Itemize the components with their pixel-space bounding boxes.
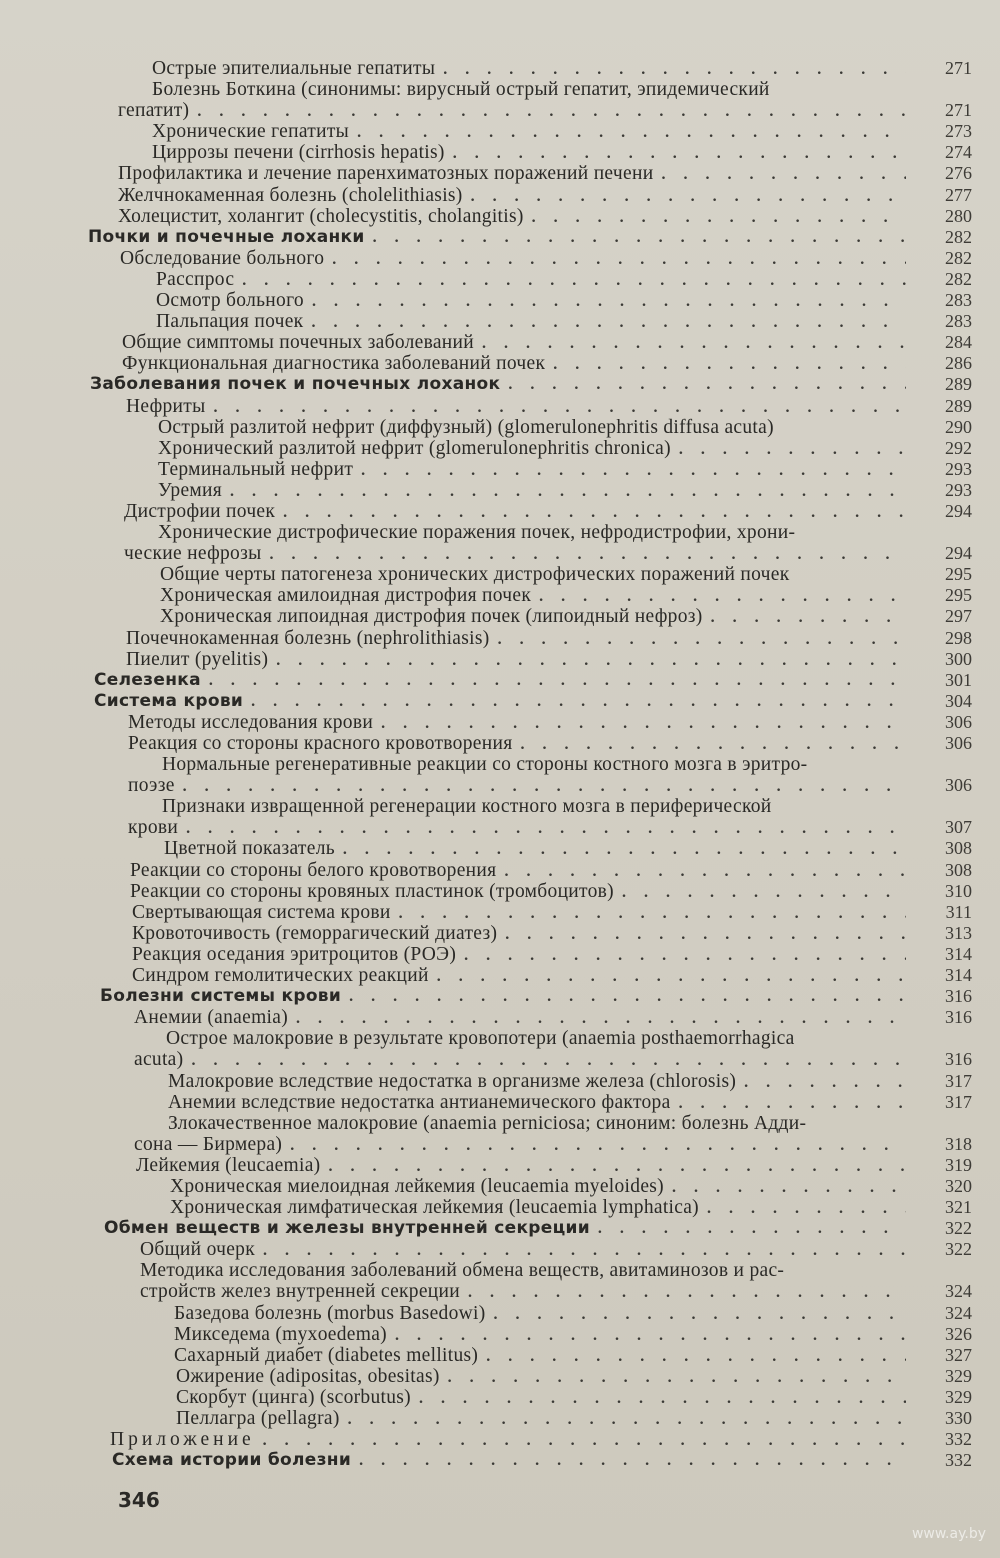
toc-entry-title: Хронические дистрофические поражения почек, нефродистрофии, хрони- xyxy=(158,522,796,544)
dot-leader xyxy=(343,839,906,860)
toc-entry xyxy=(0,121,1000,142)
toc-entry xyxy=(0,311,1000,332)
toc-entry-page: 282 xyxy=(945,226,972,247)
dot-leader xyxy=(711,607,906,628)
toc-entry xyxy=(0,1345,1000,1366)
toc-entry-title: Уремия xyxy=(158,479,223,501)
toc-entry-title: Болезнь Боткина (синонимы: вирусный острый гепатит, эпидемический xyxy=(152,79,770,101)
dot-leader xyxy=(539,586,906,607)
toc-entry xyxy=(0,58,1000,79)
toc-entry-title: Базедова болезнь (morbus Basedowi) xyxy=(174,1302,486,1324)
dot-leader xyxy=(276,650,906,671)
toc-entry-title: Хроническая амилоидная дистрофия почек xyxy=(160,585,532,607)
toc-entry-page: 280 xyxy=(945,205,972,226)
toc-entry xyxy=(0,501,1000,522)
dot-leader xyxy=(508,374,906,395)
toc-entry-title: Малокровие вследствие недостатка в организме железа (chlorosis) xyxy=(168,1070,737,1092)
toc-entry-page: 326 xyxy=(945,1323,972,1344)
toc-entry-page: 320 xyxy=(945,1175,972,1196)
toc-entry-page: 317 xyxy=(945,1070,972,1091)
toc-entry-title: Заболевания почек и почечных лоханок xyxy=(90,374,501,395)
toc-entry-title: Реакции со стороны белого кровотворения xyxy=(130,859,497,881)
toc-entry xyxy=(0,838,1000,859)
toc-entry-title: Злокачественное малокровие (anaemia perniciosa; синоним: болезнь Адди- xyxy=(168,1112,807,1134)
toc-entry-page: 314 xyxy=(945,943,972,964)
dot-leader xyxy=(505,924,906,945)
toc-entry-title: Синдром гемолитических реакций xyxy=(132,965,429,987)
toc-entry-title: Селезенка xyxy=(94,669,201,690)
dot-leader xyxy=(679,1093,906,1114)
toc-entry-title: Профилактика и лечение паренхиматозных поражений печени xyxy=(118,163,654,185)
toc-entry-page: 301 xyxy=(945,669,972,690)
toc-entry xyxy=(0,374,1000,395)
toc-entry-title: Острое малокровие в результате кровопотери (anaemia posthaemorrhagica xyxy=(166,1028,795,1050)
toc-entry-title: Признаки извращенной регенерации костного мозга в периферической xyxy=(162,796,772,818)
toc-entry-page: 322 xyxy=(945,1239,972,1260)
toc-entry xyxy=(0,248,1000,269)
toc-entry-page: 316 xyxy=(945,1007,972,1028)
toc-entry-page: 273 xyxy=(945,121,972,142)
toc-entry-title: Свертывающая система крови xyxy=(132,901,391,923)
dot-leader xyxy=(230,481,906,502)
toc-entry xyxy=(0,1092,1000,1113)
dot-leader xyxy=(357,122,906,143)
toc-entry xyxy=(0,1239,1000,1260)
dot-leader xyxy=(186,818,906,839)
toc-entry xyxy=(0,691,1000,712)
toc-entry-title: Нефриты xyxy=(126,395,206,417)
toc-entry-page: 304 xyxy=(945,690,972,711)
toc-entry xyxy=(0,1303,1000,1324)
toc-entry xyxy=(0,1197,1000,1218)
toc-entry xyxy=(0,860,1000,881)
dot-leader xyxy=(311,312,906,333)
toc-entry xyxy=(0,417,1000,438)
toc-entry-page: 271 xyxy=(945,58,972,78)
dot-leader xyxy=(209,670,906,691)
toc-entry xyxy=(0,1324,1000,1345)
toc-entry-title: Дистрофии почек xyxy=(124,500,276,522)
toc-entry xyxy=(0,712,1000,733)
toc-entry-title: acuta) xyxy=(134,1049,184,1071)
toc-entry-page: 314 xyxy=(945,965,972,986)
toc-entry-title: Реакции со стороны кровяных пластинок (тромбоцитов) xyxy=(130,880,614,902)
toc-entry xyxy=(0,142,1000,163)
dot-leader xyxy=(251,691,906,712)
toc-entry-page: 324 xyxy=(945,1302,972,1323)
toc-entry xyxy=(0,1028,1000,1049)
toc-entry xyxy=(0,1155,1000,1176)
toc-entry xyxy=(0,944,1000,965)
toc-entry xyxy=(0,986,1000,1007)
dot-leader xyxy=(486,1346,906,1367)
toc-entry xyxy=(0,1450,1000,1471)
toc-entry-title: поэзе xyxy=(128,775,175,797)
toc-entry xyxy=(0,1007,1000,1028)
toc-entry xyxy=(0,796,1000,817)
toc-entry xyxy=(0,1071,1000,1092)
toc-entry-title: Хроническая лимфатическая лейкемия (leucaemia lymphatica) xyxy=(170,1197,699,1219)
dot-leader xyxy=(437,966,906,987)
toc-entry-title: Скорбут (цинга) (scorbutus) xyxy=(176,1386,411,1408)
toc-entry-title: Ожирение (adipositas, obesitas) xyxy=(176,1365,440,1387)
toc-entry-page: 274 xyxy=(945,142,972,163)
toc-entry-page: 306 xyxy=(945,775,972,796)
toc-entry-page: 316 xyxy=(945,1049,972,1070)
toc-entry-title: Микседема (myxoedema) xyxy=(174,1323,387,1345)
toc-entry xyxy=(0,775,1000,796)
dot-leader xyxy=(197,101,906,122)
toc-entry-title: Нормальные регенеративные реакции со стороны костного мозга в эритро- xyxy=(162,754,808,776)
toc-entry xyxy=(0,1281,1000,1302)
toc-entry-page: 318 xyxy=(945,1133,972,1154)
toc-entry-title: Острый разлитой нефрит (диффузный) (glomerulonephritis diffusa acuta) xyxy=(158,416,774,438)
toc-entry-title: Хронический разлитой нефрит (glomerulonephritis chronica) xyxy=(158,437,671,459)
dot-leader xyxy=(661,164,906,185)
toc-entry-page: 295 xyxy=(945,585,972,606)
dot-leader xyxy=(482,333,906,354)
dot-leader xyxy=(263,1430,906,1451)
dot-leader xyxy=(598,1218,906,1239)
toc-entry-page: 332 xyxy=(945,1429,972,1450)
toc-entry xyxy=(0,1387,1000,1408)
toc-entry-title: Желчнокаменная болезнь (cholelithiasis) xyxy=(118,184,463,206)
toc-entry xyxy=(0,1134,1000,1155)
dot-leader xyxy=(553,354,906,375)
toc-entry-page: 327 xyxy=(945,1344,972,1365)
dot-leader xyxy=(296,1008,906,1029)
dot-leader xyxy=(348,1409,906,1430)
toc-entry-title: Болезни системы крови xyxy=(100,986,342,1007)
watermark: www.ay.by xyxy=(911,1526,986,1542)
toc-entry xyxy=(0,480,1000,501)
toc-entry xyxy=(0,754,1000,775)
toc-entry-title: Цветной показатель xyxy=(164,838,335,860)
toc-entry-title: Кровоточивость (геморрагический диатез) xyxy=(132,922,498,944)
toc-entry xyxy=(0,817,1000,838)
toc-entry-title: Функциональная диагностика заболеваний почек xyxy=(122,353,546,375)
toc-entry-page: 295 xyxy=(945,564,972,585)
dot-leader xyxy=(504,861,906,882)
dot-leader xyxy=(443,59,906,80)
toc-entry-title: Реакция оседания эритроцитов (РОЭ) xyxy=(132,943,457,965)
page-number: 346 xyxy=(118,1488,160,1512)
toc-entry-page: 286 xyxy=(945,353,972,374)
dot-leader xyxy=(707,1198,906,1219)
toc-entry xyxy=(0,269,1000,290)
toc-entry-page: 332 xyxy=(945,1450,972,1471)
dot-leader xyxy=(270,544,906,565)
toc-entry xyxy=(0,564,1000,585)
dot-leader xyxy=(183,776,906,797)
toc-entry-page: 321 xyxy=(945,1197,972,1218)
toc-entry-title: Циррозы печени (cirrhosis hepatis) xyxy=(152,142,445,164)
toc-entry-page: 306 xyxy=(945,711,972,732)
toc-entry-title: крови xyxy=(128,817,179,839)
dot-leader xyxy=(399,903,906,924)
toc-entry xyxy=(0,353,1000,374)
toc-entry-page: 283 xyxy=(945,290,972,311)
dot-leader xyxy=(191,1050,906,1071)
toc-entry xyxy=(0,100,1000,121)
toc-entry-title: Осмотр больного xyxy=(156,290,304,312)
toc-entry xyxy=(0,1049,1000,1070)
dot-leader xyxy=(332,249,906,270)
toc-entry xyxy=(0,1113,1000,1134)
toc-entry xyxy=(0,923,1000,944)
toc-entry-page: 271 xyxy=(945,100,972,121)
toc-entry-title: сона — Бирмера) xyxy=(134,1133,283,1155)
dot-leader xyxy=(290,1135,906,1156)
toc-entry-page: 282 xyxy=(945,247,972,268)
toc-entry-page: 313 xyxy=(945,922,972,943)
dot-leader xyxy=(471,186,906,207)
dot-leader xyxy=(672,1177,906,1198)
toc-entry-page: 293 xyxy=(945,479,972,500)
toc-entry xyxy=(0,1408,1000,1429)
toc-entry-page: 300 xyxy=(945,648,972,669)
toc-entry xyxy=(0,206,1000,227)
toc-entry-page: 292 xyxy=(945,437,972,458)
toc-entry-page: 307 xyxy=(945,817,972,838)
toc-entry-title: Схема истории болезни xyxy=(112,1450,352,1471)
toc-entry xyxy=(0,670,1000,691)
toc-entry-title: Пиелит (pyelitis) xyxy=(126,648,269,670)
toc-entry xyxy=(0,628,1000,649)
toc-entry-page: 298 xyxy=(945,627,972,648)
toc-entry-page: 316 xyxy=(945,986,972,1007)
toc-entry-page: 276 xyxy=(945,163,972,184)
toc-entry xyxy=(0,79,1000,100)
toc-entry-title: Реакция со стороны красного кровотворения xyxy=(128,733,513,754)
toc-entry-title: Хроническая липоидная дистрофия почек (липоидный нефроз) xyxy=(160,606,703,628)
toc-entry xyxy=(0,1366,1000,1387)
dot-leader xyxy=(520,734,906,755)
toc-entry xyxy=(0,227,1000,248)
dot-leader xyxy=(468,1282,906,1303)
toc-entry-title: Общий очерк xyxy=(140,1239,255,1261)
toc-entry-title: Общие симптомы почечных заболеваний xyxy=(122,332,475,354)
dot-leader xyxy=(498,629,906,650)
toc-entry-title: Почки и почечные лоханки xyxy=(88,226,365,247)
dot-leader xyxy=(532,207,906,228)
toc-entry xyxy=(0,163,1000,184)
toc-entry xyxy=(0,290,1000,311)
toc-entry-page: 310 xyxy=(945,880,972,901)
toc-entry-page: 282 xyxy=(945,268,972,289)
dot-leader xyxy=(622,882,906,903)
toc-entry-title: Приложение xyxy=(110,1429,255,1451)
toc-entry xyxy=(0,902,1000,923)
toc-entry-title: Обмен веществ и железы внутренней секреции xyxy=(104,1218,590,1239)
toc-entry-page: 329 xyxy=(945,1365,972,1386)
toc-entry xyxy=(0,332,1000,353)
toc-entry-title: стройств желез внутренней секреции xyxy=(140,1281,461,1303)
toc-entry-page: 329 xyxy=(945,1386,972,1407)
dot-leader xyxy=(361,460,906,481)
toc-entry-title: Сахарный диабет (diabetes mellitus) xyxy=(174,1344,479,1366)
dot-leader xyxy=(283,502,906,523)
toc-entry xyxy=(0,396,1000,417)
dot-leader xyxy=(395,1325,906,1346)
toc-entry-page: 294 xyxy=(945,543,972,564)
toc-entry-page: 289 xyxy=(945,395,972,416)
toc-entry xyxy=(0,185,1000,206)
dot-leader xyxy=(679,439,906,460)
toc-entry xyxy=(0,459,1000,480)
toc-entry-page: 284 xyxy=(945,332,972,353)
toc-entry-title: ческие нефрозы xyxy=(124,543,262,565)
toc-entry-page: 319 xyxy=(945,1154,972,1175)
toc-entry xyxy=(0,649,1000,670)
toc-entry xyxy=(0,965,1000,986)
toc-entry-page: 297 xyxy=(945,606,972,627)
dot-leader xyxy=(242,270,906,291)
dot-leader xyxy=(494,1304,906,1325)
dot-leader xyxy=(419,1388,906,1409)
toc-entry xyxy=(0,522,1000,543)
toc-entry-title: Пеллагра (pellagra) xyxy=(176,1408,340,1429)
toc-entry-page: 308 xyxy=(945,859,972,880)
toc-entry-title: Обследование больного xyxy=(120,247,325,269)
toc-entry-page: 330 xyxy=(945,1408,972,1428)
toc-entry-page: 277 xyxy=(945,184,972,205)
dot-leader xyxy=(359,1450,906,1471)
dot-leader xyxy=(453,143,906,164)
toc-entry-title: Общие черты патогенеза хронических дистрофических поражений почек xyxy=(160,564,790,586)
toc-entry-title: Хронические гепатиты xyxy=(152,121,350,143)
toc-entry-title: Почечнокаменная болезнь (nephrolithiasis) xyxy=(126,627,490,649)
toc-entry xyxy=(0,1218,1000,1239)
toc-entry xyxy=(0,438,1000,459)
dot-leader xyxy=(312,291,906,312)
toc-entry-page: 289 xyxy=(945,374,972,395)
toc-entry xyxy=(0,1429,1000,1450)
dot-leader xyxy=(381,713,906,734)
toc-entry-page: 283 xyxy=(945,311,972,332)
toc-entry-page: 293 xyxy=(945,458,972,479)
toc-entry xyxy=(0,733,1000,754)
dot-leader xyxy=(373,227,906,248)
dot-leader xyxy=(263,1240,906,1261)
dot-leader xyxy=(214,397,906,418)
toc-entry-page: 306 xyxy=(945,733,972,753)
toc-entry-page: 311 xyxy=(945,901,972,922)
dot-leader xyxy=(328,1156,906,1177)
toc-entry-title: Методика исследования заболеваний обмена веществ, авитаминозов и рас- xyxy=(140,1260,785,1282)
toc-entry-title: гепатит) xyxy=(118,100,190,122)
toc-entry xyxy=(0,1260,1000,1281)
dot-leader xyxy=(744,1072,906,1093)
toc-entry-title: Анемии вследствие недостатка антианемического фактора xyxy=(168,1091,671,1113)
toc-entry-title: Пальпация почек xyxy=(156,311,304,333)
toc-entry-title: Анемии (anaemia) xyxy=(134,1007,289,1029)
toc-entry xyxy=(0,606,1000,627)
toc-entry-title: Лейкемия (leucaemia) xyxy=(136,1154,321,1176)
toc-entry-title: Острые эпителиальные гепатиты xyxy=(152,58,436,79)
toc-entry-page: 290 xyxy=(945,416,972,437)
dot-leader xyxy=(349,986,906,1007)
toc-entry-page: 317 xyxy=(945,1091,972,1112)
toc-entry-page: 308 xyxy=(945,838,972,859)
toc-entry-title: Система крови xyxy=(94,690,244,711)
toc-entry-page: 322 xyxy=(945,1218,972,1239)
toc-entry xyxy=(0,585,1000,606)
dot-leader xyxy=(448,1367,906,1388)
toc-entry-page: 294 xyxy=(945,500,972,521)
toc-entry xyxy=(0,1176,1000,1197)
toc-entry-title: Методы исследования крови xyxy=(128,711,374,733)
toc-entry xyxy=(0,543,1000,564)
toc-entry-title: Хроническая миелоидная лейкемия (leucaemia myeloides) xyxy=(170,1175,664,1197)
toc-entry-title: Холецистит, холангит (cholecystitis, cholangitis) xyxy=(118,205,524,227)
toc-entry xyxy=(0,881,1000,902)
toc-entry-title: Терминальный нефрит xyxy=(158,458,354,480)
toc-entry-page: 324 xyxy=(945,1281,972,1302)
toc-entry-title: Расспрос xyxy=(156,268,235,290)
table-of-contents xyxy=(0,58,1000,1471)
dot-leader xyxy=(464,945,906,966)
